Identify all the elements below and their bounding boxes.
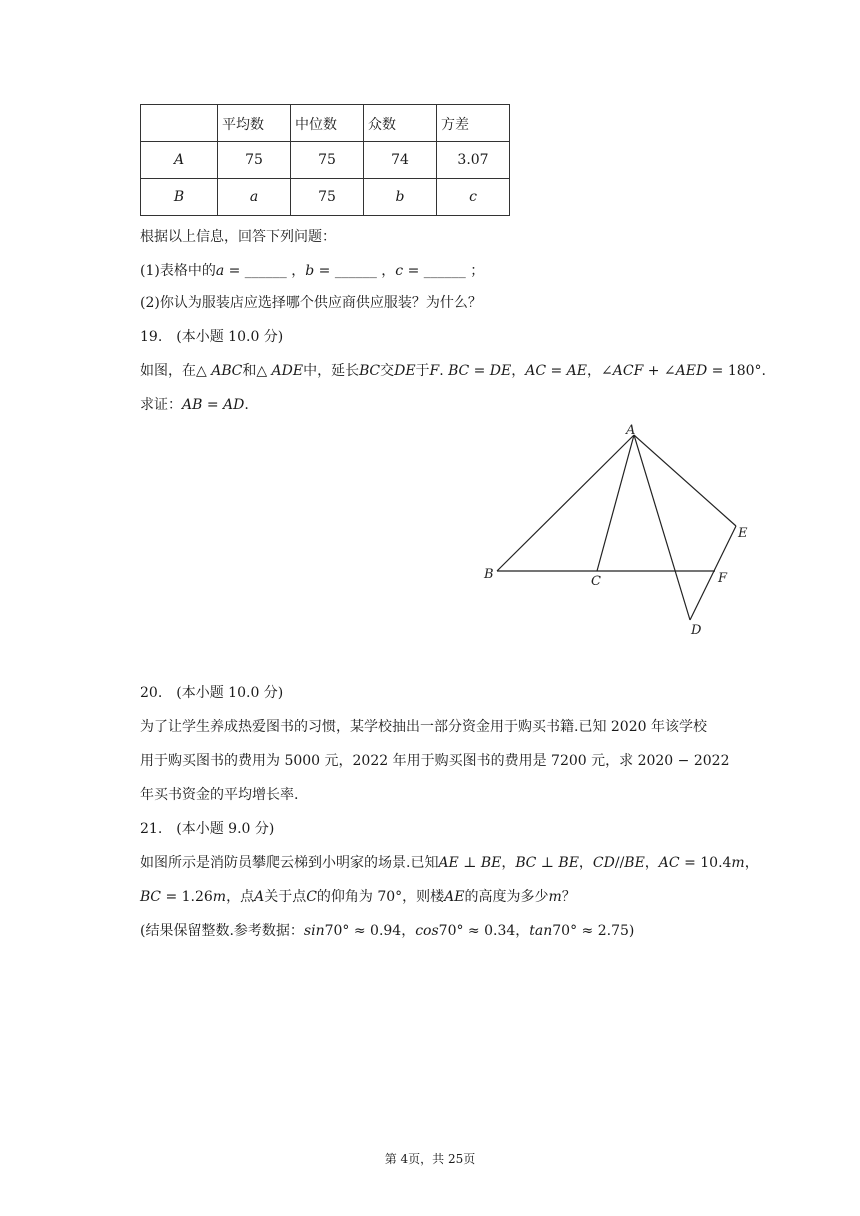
q21-line3: (结果保留整数.参考数据：𝑠𝑖𝑛70° ≈ 0.94，𝑐𝑜𝑠70° ≈ 0.34，𝑡𝑎𝑛70° ≈ 2.75)	[140, 923, 635, 939]
page-footer: 第 4页，共 25页	[384, 1152, 476, 1166]
segment-ED	[690, 526, 736, 620]
table-cell: A	[141, 142, 218, 179]
triangle-figure	[480, 420, 755, 640]
q20-line3: 年买书资金的平均增长率.	[140, 787, 299, 803]
q18-intro: 根据以上信息，回答下列问题：	[140, 229, 336, 245]
q18-part1: (1)表格中的𝑎 = ______ ，𝑏 = ______ ，𝑐 = ______ ；	[140, 263, 485, 279]
table-header-cell: 平均数	[218, 105, 291, 142]
table-cell: 3.07	[437, 142, 510, 179]
segment-AB	[497, 435, 634, 571]
point-label-A: A	[626, 423, 636, 438]
point-label-D: D	[691, 623, 702, 638]
table-cell: c	[437, 179, 510, 216]
q20-line2: 用于购买图书的费用为 5000 元，2022 年用于购买图书的费用是 7200 元，求 2020 − 2022	[140, 753, 730, 769]
table-header-row	[141, 105, 510, 142]
segment-AE	[634, 435, 736, 526]
table-cell: 75	[291, 142, 364, 179]
segment-AC	[597, 435, 634, 571]
q19-line2: 求证：𝐴𝐵 = 𝐴𝐷.	[140, 397, 249, 413]
q20-line1: 为了让学生养成热爱图书的习惯，某学校抽出一部分资金用于购买书籍.已知 2020 年该学校	[140, 719, 707, 735]
table-header-cell	[141, 105, 218, 142]
table-cell: b	[364, 179, 437, 216]
table-row	[141, 179, 510, 216]
table-header-cell: 方差	[437, 105, 510, 142]
point-label-E: E	[738, 526, 748, 541]
q21-line2: 𝐵𝐶 = 1.26𝑚，点𝐴关于点𝐶的仰角为 70°，则楼𝐴𝐸的高度为多少𝑚？	[140, 889, 576, 905]
table-cell: 74	[364, 142, 437, 179]
table-cell: B	[141, 179, 218, 216]
point-label-B: B	[484, 567, 494, 582]
table-header-cell: 中位数	[291, 105, 364, 142]
q21-line1: 如图所示是消防员攀爬云梯到小明家的场景.已知𝐴𝐸 ⊥ 𝐵𝐸，𝐵𝐶 ⊥ 𝐵𝐸，𝐶𝐷//𝐵𝐸，𝐴𝐶 = 10.4𝑚，	[140, 855, 759, 871]
table-cell: 75	[291, 179, 364, 216]
table-header-cell: 众数	[364, 105, 437, 142]
table-cell: a	[218, 179, 291, 216]
q20-header: 20. (本小题 10.0 分)	[140, 685, 284, 701]
table-cell: 75	[218, 142, 291, 179]
q18-part2: (2)你认为服装店应选择哪个供应商供应服装？为什么？	[140, 295, 482, 311]
segment-AD	[634, 435, 690, 620]
q21-header: 21. (本小题 9.0 分)	[140, 821, 275, 837]
statistics-table	[140, 104, 510, 216]
point-label-F: F	[718, 571, 728, 586]
point-label-C: C	[591, 574, 601, 589]
table-row	[141, 142, 510, 179]
q19-line1: 如图，在△ 𝐴𝐵𝐶和△ 𝐴𝐷𝐸中，延长𝐵𝐶交𝐷𝐸于𝐹. 𝐵𝐶 = 𝐷𝐸，𝐴𝐶 = 𝐴𝐸，∠𝐴𝐶𝐹 + ∠𝐴𝐸𝐷 = 180°.	[140, 363, 767, 379]
q19-header: 19. (本小题 10.0 分)	[140, 329, 284, 345]
